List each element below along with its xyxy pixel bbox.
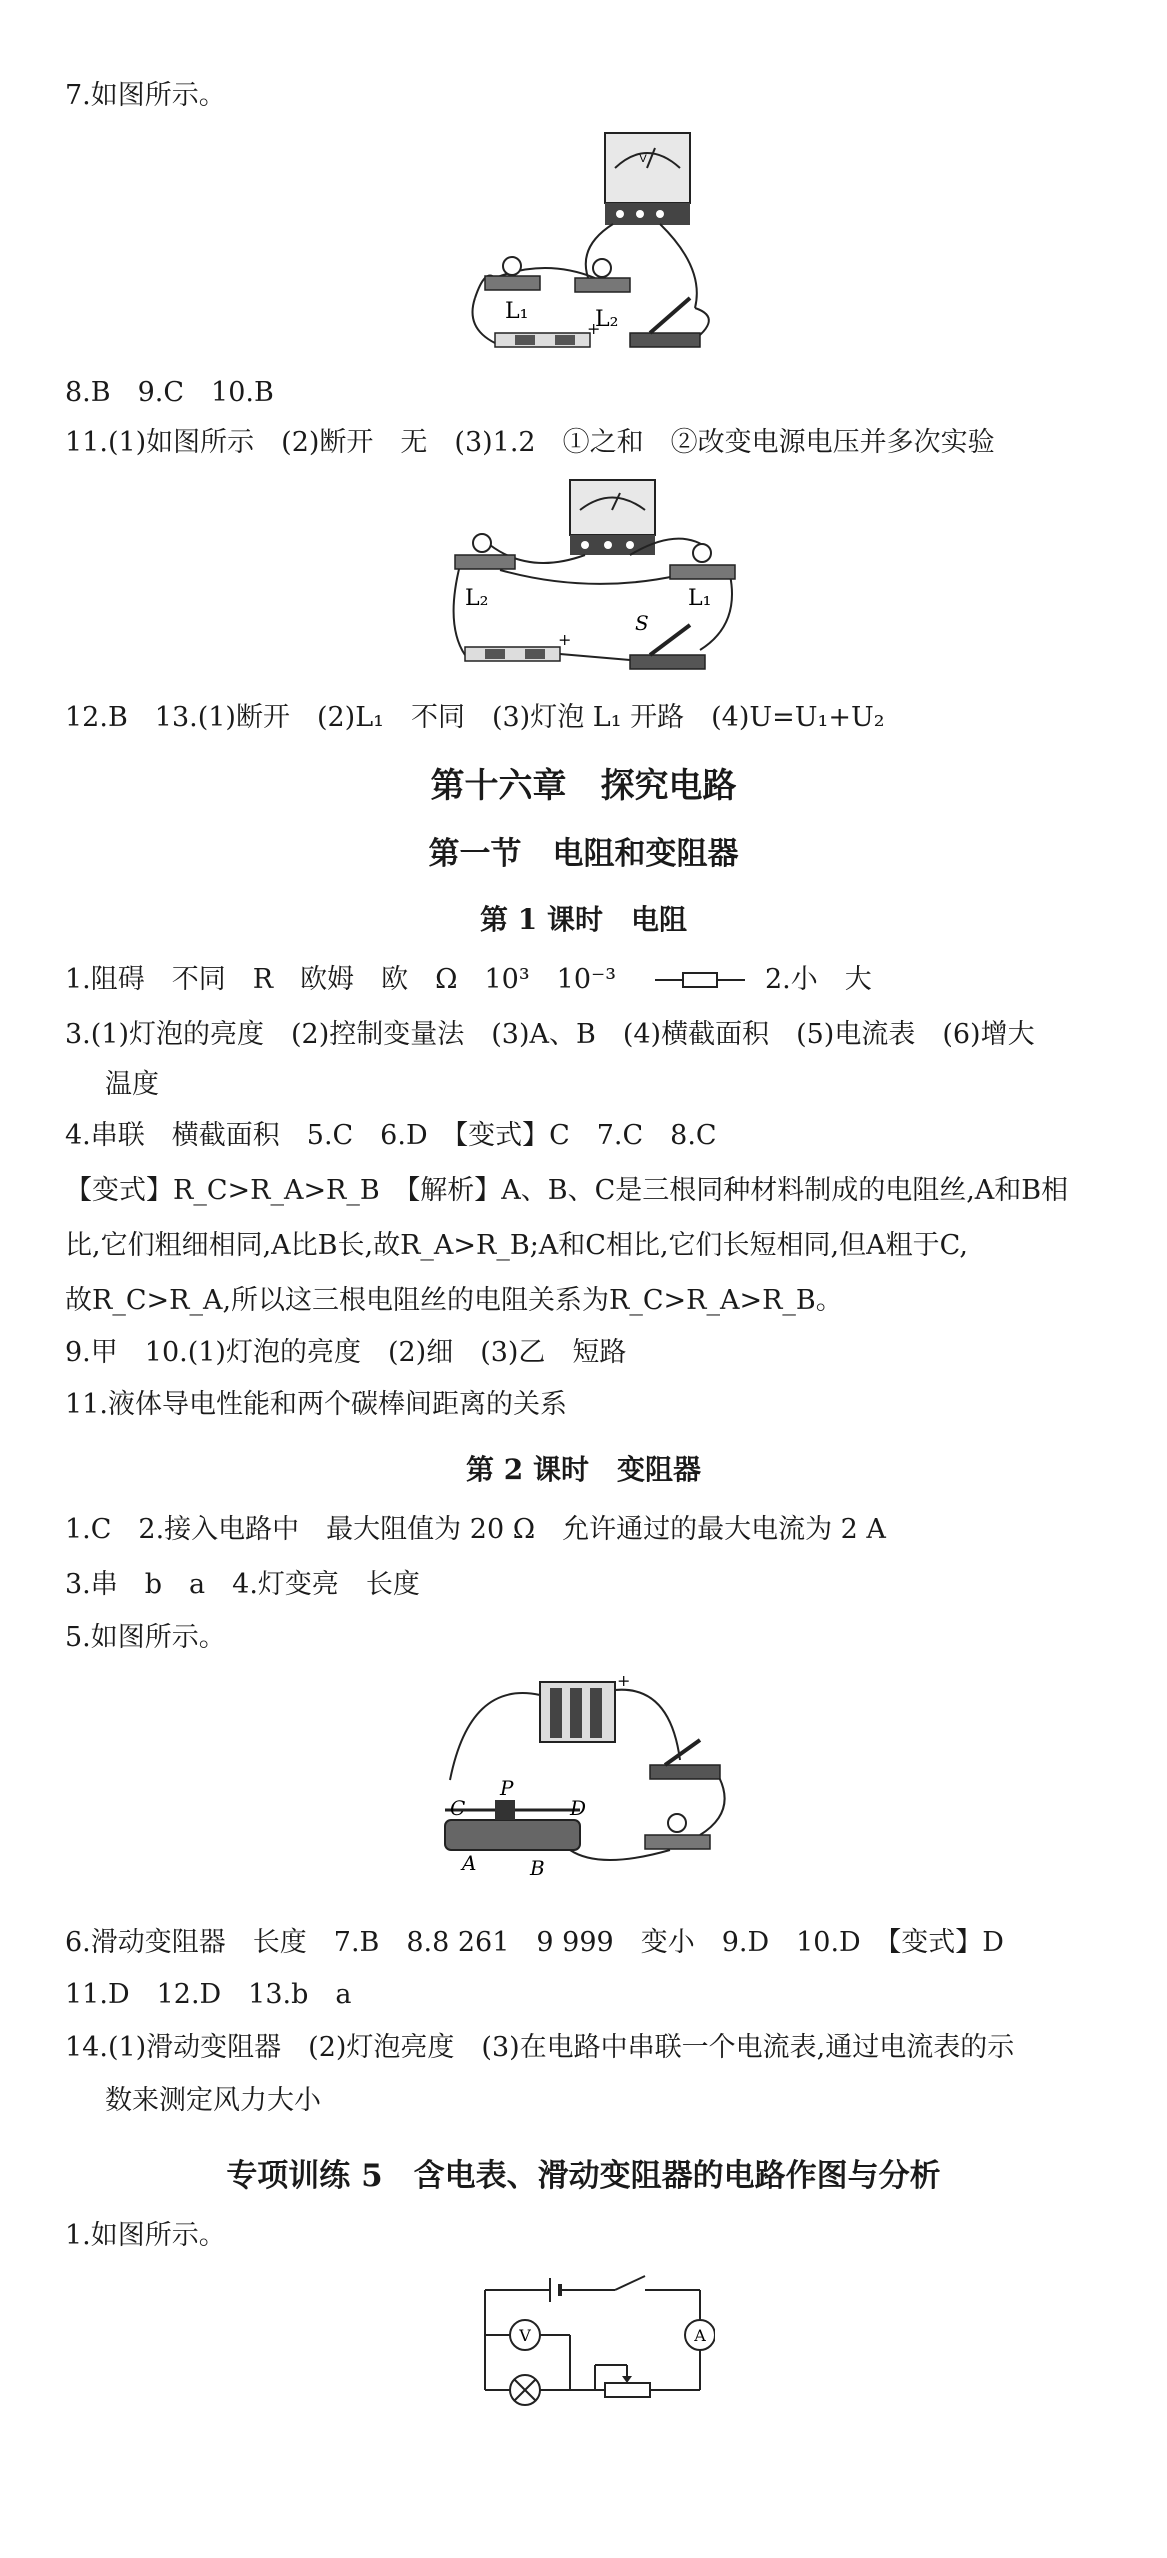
label-l1: L₁ [688,586,712,611]
circuit-figure-3 [440,1670,750,1900]
lesson1-q9-10: 9.甲 10.(1)灯泡的亮度 (2)细 (3)乙 短路 [65,1337,627,1368]
lesson2-title: 第 2 课时 变阻器 [466,1453,701,1486]
special-q1: 1.如图所示。 [65,2220,226,2251]
lesson1-q1: 1.阻碍 不同 R 欧姆 欧 Ω 10³ 10⁻³ [65,964,617,995]
chapter-title: 第十六章 探究电路 [430,766,737,806]
voltmeter-label: V [519,2326,531,2345]
answer-q7: 7.如图所示。 [65,80,226,111]
battery-plus: + [558,630,572,649]
answer-q11: 11.(1)如图所示 (2)断开 无 (3)1.2 ①之和 ②改变电源电压并多次实验 [65,427,995,458]
resistor-symbol-icon [655,967,745,993]
circuit-schematic [475,2270,715,2410]
lesson1-variant: 【变式】R_C>R_A>R_B 【解析】A、B、C是三根同种材料制成的电阻丝,A和B相 [65,1175,1069,1206]
lesson2-q5: 5.如图所示。 [65,1622,226,1653]
label-b: B [530,1856,545,1880]
lamp-l2-icon [455,534,515,569]
voltmeter-icon [570,480,655,555]
voltmeter-icon [605,133,690,225]
lesson1-q4-8: 4.串联 横截面积 5.C 6.D 【变式】C 7.C 8.C [65,1120,717,1151]
rheostat-icon [605,2383,650,2397]
lesson2-q6-10: 6.滑动变阻器 长度 7.B 8.8 261 9 999 变小 9.D 10.D 【变式】D [65,1927,1004,1958]
lesson1-q3: 3.(1)灯泡的亮度 (2)控制变量法 (3)A、B (4)横截面积 (5)电流表 (6)增大 [65,1019,1035,1050]
label-l2: L₂ [595,307,619,332]
lesson2-q3-4: 3.串 b a 4.灯变亮 长度 [65,1569,420,1600]
label-d: D [570,1796,587,1820]
lesson2-q14-cont: 数来测定风力大小 [105,2085,321,2116]
switch-icon [630,298,700,347]
lesson2-q14: 14.(1)滑动变阻器 (2)灯泡亮度 (3)在电路中串联一个电流表,通过电流表的示 [65,2032,1015,2063]
answer-q12-13: 12.B 13.(1)断开 (2)L₁ 不同 (3)灯泡 L₁ 开路 (4)U=U₁+U₂ [65,702,885,733]
special-training-title: 专项训练 5 含电表、滑动变阻器的电路作图与分析 [226,2158,941,2194]
battery-icon [465,647,560,661]
label-s: S [635,611,649,635]
label-a: A [462,1851,477,1875]
section-title: 第一节 电阻和变阻器 [428,836,739,872]
lesson1-variant-2: 比,它们粗细相同,A比B长,故R_A>R_B;A和C相比,它们长短相同,但A粗于C, [65,1230,968,1261]
battery-plus: + [587,319,601,338]
battery-icon [540,1682,615,1742]
lesson1-q2: 2.小 大 [765,964,872,995]
battery-plus: + [617,1671,631,1690]
circuit-figure-2 [440,475,750,685]
ammeter-label: A [694,2326,706,2345]
lesson1-variant-3: 故R_C>R_A,所以这三根电阻丝的电阻关系为R_C>R_A>R_B。 [65,1285,843,1316]
label-l2: L₂ [465,586,489,611]
label-p: P [500,1776,514,1800]
lamp-l1-icon [670,544,735,579]
lesson1-q11: 11.液体导电性能和两个碳棒间距离的关系 [65,1389,567,1420]
lesson2-q1-2: 1.C 2.接入电路中 最大阻值为 20 Ω 允许通过的最大电流为 2 A [65,1514,886,1545]
lesson1-title: 第 1 课时 电阻 [480,903,687,936]
answer-q8-10: 8.B 9.C 10.B [65,377,274,408]
circuit-figure-1 [455,128,725,358]
label-c: C [450,1796,466,1820]
switch-icon [650,1740,720,1779]
lesson1-q3-cont: 温度 [105,1069,159,1100]
lamp-l1-icon [485,257,540,290]
label-l1: L₁ [505,299,529,324]
voltmeter-label: V [639,153,647,165]
lamp-icon [645,1814,710,1849]
lamp-l2-icon [575,259,630,292]
battery-icon [495,333,590,347]
lesson2-q11-13: 11.D 12.D 13.b a [65,1979,352,2010]
